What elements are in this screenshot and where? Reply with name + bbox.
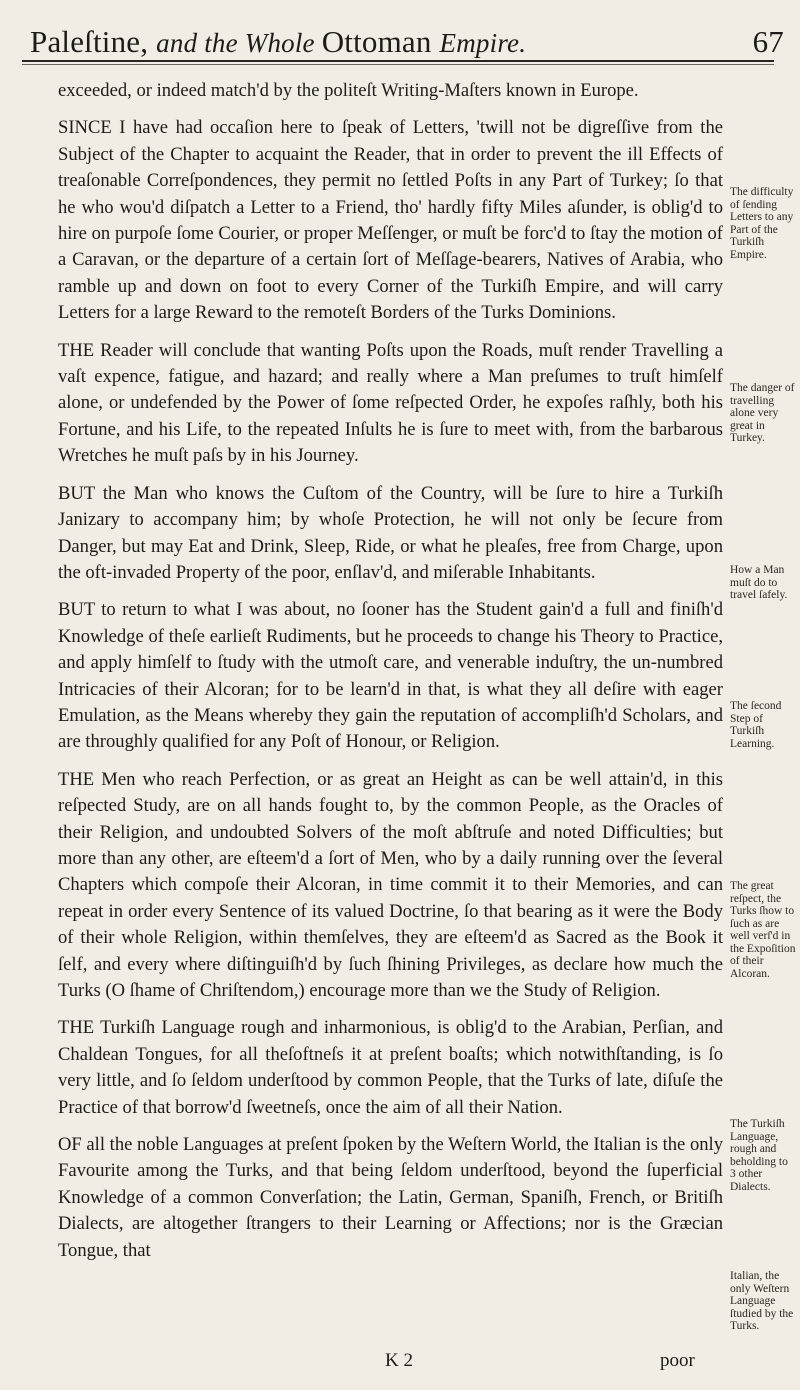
body-text (58, 78, 723, 1275)
margin-note: The ſecond Step of Turkiſh Learning. (730, 700, 782, 750)
running-title-italic: and the Whole (156, 28, 322, 58)
page-number: 67 (752, 24, 784, 59)
paragraph: THE Reader will conclude that wanting Poſts upon the Roads, muſt render Travelling a vaſt expence, fatigue, and hazard; and really where a Man preſumes to truſt himſelf alone, or undefended by the Power of ſome reſpected Order, he expoſes raſhly, both his Fortune, and his Life, to the repeated Inſults he is ſure to meet with, from the barbarous Wretches he muſt paſs by in his Journey. (58, 339, 723, 467)
running-title (30, 24, 526, 60)
running-title-part: Ottoman (321, 24, 440, 59)
paragraph: THE Men who reach Perfection, or as great an Height as can be well attain'd, in this reſpected Study, are on all hands fought to, by the common People, as the Oracles of their Religion, and undoubted Solvers of the moſt abſtruſe and noted Difficulties; but more than any other, are eſteem'd a ſort of Men, who by a daily running over the ſeveral Chapters which compoſe their Alcoran, in time commit it to their Memories, and can repeat in order every Sentence of its valued Doctrine, ſo that bearing as it were the Body of their whole Religion, within themſelves, they are eſteem'd as Sacred as the Book it ſelf, and every where diſtinguiſh'd by ſuch ſhining Privileges, as declare how much the Turks (O ſhame of Chriſtendom,) encourage more than we the Study of Religion. (58, 768, 723, 1001)
margin-note: Italian, the only Weſtern Language ſtudied by the Turks. (730, 1270, 794, 1332)
paragraph: SINCE I have had occaſion here to ſpeak of Letters, 'twill not be digreſſive from the Subject of the Chapter to acquaint the Reader, that in order to prevent the ill Effects of treaſonable Correſpondences, they permit no ſettled Poſts in any Part of Turkey; ſo that he who wou'd diſpatch a Letter to a Friend, tho' hardly fifty Miles aſunder, is oblig'd to hire on purpoſe ſome Courier, or proper Meſſenger, or muſt be forc'd to ſtay the motion of a Caravan, or the departure of a certain ſort of Meſſage-bearers, Natives of Arabia, who ramble up and down on foot to every Corner of the Turkiſh Empire, and will carry Letters for a large Reward to the remoteſt Borders of the Turks Dominions. (58, 117, 723, 324)
catchword: poor (660, 1350, 695, 1371)
page-header (22, 18, 784, 70)
running-title-part: Paleſtine, (30, 24, 157, 59)
margin-note: How a Man muſt do to travel ſafely. (730, 564, 788, 601)
paragraph: BUT the Man who knows the Cuſtom of the Country, will be ſure to hire a Turkiſh Janizary to accompany him; by whoſe Protection, he will not only be ſecure from Danger, but may Eat and Drink, Sleep, Ride, or what he pleaſes, free from Charge, upon the oft-invaded Property of the poor, enſlav'd, and miſerable Inhabitants. (58, 482, 723, 583)
header-rule (22, 60, 774, 62)
paragraph: THE Turkiſh Language rough and inharmonious, is oblig'd to the Arabian, Perſian, and Chaldean Tongues, for all theſoftneſs it at preſent boaſts; which notwithſtanding, is ſo very little, and ſo ſeldom underſtood by common People, that the Turks of late, diſuſe the Practice of that borrow'd ſweetneſs, once the aim of all their Nation. (58, 1017, 723, 1118)
paragraph: OF all the noble Languages at preſent ſpoken by the Weſtern World, the Italian is the only Favourite among the Turks, and that being ſeldom underſtood, beyond the ſuperficial Knowledge of a common Converſation; the Latin, German, Spaniſh, French, or Britiſh Dialects, are altogether ſtrangers to their Learning or Affections; nor is the Græcian Tongue, that (58, 1134, 724, 1261)
margin-note: The Turkiſh Language, rough and beholding to 3 other Dialects. (730, 1118, 788, 1193)
margin-note: The danger of travelling alone very great in Turkey. (730, 382, 795, 444)
margin-note: The great reſpect, the Turks ſhow to ſuch as are well verſ'd in the Expoſition of their Alcoran. (730, 880, 796, 980)
margin-note: The difficulty of ſending Letters to any Part of the Turkiſh Empire. (730, 186, 794, 261)
signature-mark: K 2 (385, 1350, 413, 1371)
paragraph: BUT to return to what I was about, no ſooner has the Student gain'd a full and finiſh'd Knowledge of theſe earlieſt Rudiments, but he proceeds to change his Theory to Practice, and apply himſelf to ſtudy with the utmoſt care, and venerable induſtry, the un-numbred Intricacies of their Alcoran; for to be learn'd in that, is what they all deſire with eager Emulation, as the Means whereby they gain the reputation of accompliſh'd Scholars, and are throughly qualified for any Poſt of Honour, or Religion. (58, 599, 723, 753)
running-title-italic: Empire. (439, 28, 527, 58)
paragraph: exceeded, or indeed match'd by the politeſt Writing-Maſters known in Europe. (58, 80, 639, 101)
header-rule-thin (22, 64, 774, 65)
